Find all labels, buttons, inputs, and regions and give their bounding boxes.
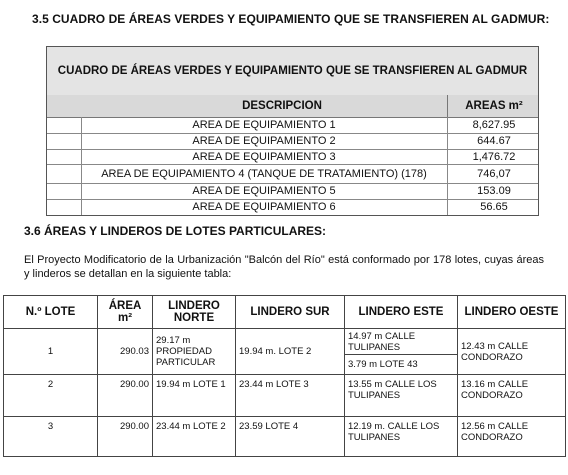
row-description: AREA DE EQUIPAMIENTO 6: [192, 201, 336, 213]
cell-area: 290.00: [98, 375, 153, 417]
section-paragraph: El Proyecto Modificatorio de la Urbanización "Balcón del Río" está conformado por 178 lotes, cuyas áreas y linderos se detallan en la siguiente tabla:: [24, 254, 544, 280]
table-row: [4, 329, 566, 355]
cell-norte: 23.44 m LOTE 2: [153, 417, 236, 457]
cell-area: 290.00: [98, 417, 153, 457]
cell-area: 290.03: [98, 329, 153, 375]
col-header-area: ÁREA m²: [98, 296, 153, 329]
row-area: 1,476.72: [447, 149, 540, 164]
cell-este: 3.79 m LOTE 43: [345, 355, 458, 375]
section-heading-3-5: 3.5 CUADRO DE ÁREAS VERDES Y EQUIPAMIENTO QUE SE TRANSFIEREN AL GADMUR:: [32, 12, 550, 26]
row-area: 56.65: [447, 199, 540, 215]
col-header-norte: LINDERO NORTE: [153, 296, 236, 329]
lots-table: [3, 295, 566, 457]
table-row: [47, 183, 538, 200]
col-header-sur: LINDERO SUR: [236, 296, 345, 329]
row-area: 746,07: [447, 164, 540, 183]
section-heading-3-6: 3.6 ÁREAS Y LINDEROS DE LOTES PARTICULARES:: [24, 224, 327, 238]
table-row: [47, 149, 538, 165]
col-header-area: AREAS m²: [447, 95, 540, 117]
table-row: [4, 375, 566, 417]
cell-oeste: 13.16 m CALLE CONDORAZO: [458, 375, 566, 417]
table-row: [4, 417, 566, 457]
cell-sur: 23.44 m LOTE 3: [236, 375, 345, 417]
table-row: [47, 164, 538, 184]
table-row: [47, 117, 538, 134]
row-area: 644.67: [447, 133, 540, 149]
table-row: [47, 199, 538, 215]
cell-lote: 3: [4, 417, 98, 457]
cell-este: 14.97 m CALLE TULIPANES: [345, 329, 458, 355]
col-header-lote: N.º LOTE: [4, 296, 98, 329]
row-area: 153.09: [447, 183, 540, 199]
row-description: AREA DE EQUIPAMIENTO 2: [192, 135, 336, 147]
cell-lote: 2: [4, 375, 98, 417]
cell-norte: 19.94 m LOTE 1: [153, 375, 236, 417]
table-header-row: [4, 296, 566, 329]
row-description: AREA DE EQUIPAMIENTO 5: [192, 185, 336, 197]
cell-oeste: 12.56 m CALLE CONDORAZO: [458, 417, 566, 457]
row-area: 8,627.95: [447, 117, 540, 133]
row-description: AREA DE EQUIPAMIENTO 4 (TANQUE DE TRATAMIENTO) (178): [101, 167, 427, 180]
col-header-este: LINDERO ESTE: [345, 296, 458, 329]
col-header-oeste: LINDERO OESTE: [458, 296, 566, 329]
table-title: CUADRO DE ÁREAS VERDES Y EQUIPAMIENTO QUE SE TRANSFIEREN AL GADMUR: [47, 47, 538, 96]
cell-sur: 19.94 m. LOTE 2: [236, 329, 345, 375]
cell-sur: 23.59 LOTE 4: [236, 417, 345, 457]
cell-norte: 29.17 m PROPIEDAD PARTICULAR: [153, 329, 236, 375]
green-areas-table: [46, 46, 539, 216]
row-description: AREA DE EQUIPAMIENTO 3: [192, 150, 336, 163]
cell-lote: 1: [4, 329, 98, 375]
cell-este: 12.19 m. CALLE LOS TULIPANES: [345, 417, 458, 457]
cell-oeste: 12.43 m CALLE CONDORAZO: [458, 329, 566, 375]
cell-este: 13.55 m CALLE LOS TULIPANES: [345, 375, 458, 417]
col-header-description: DESCRIPCION: [242, 100, 322, 112]
row-description: AREA DE EQUIPAMIENTO 1: [192, 119, 336, 131]
table-header-row: [47, 95, 538, 118]
table-row: [47, 133, 538, 150]
